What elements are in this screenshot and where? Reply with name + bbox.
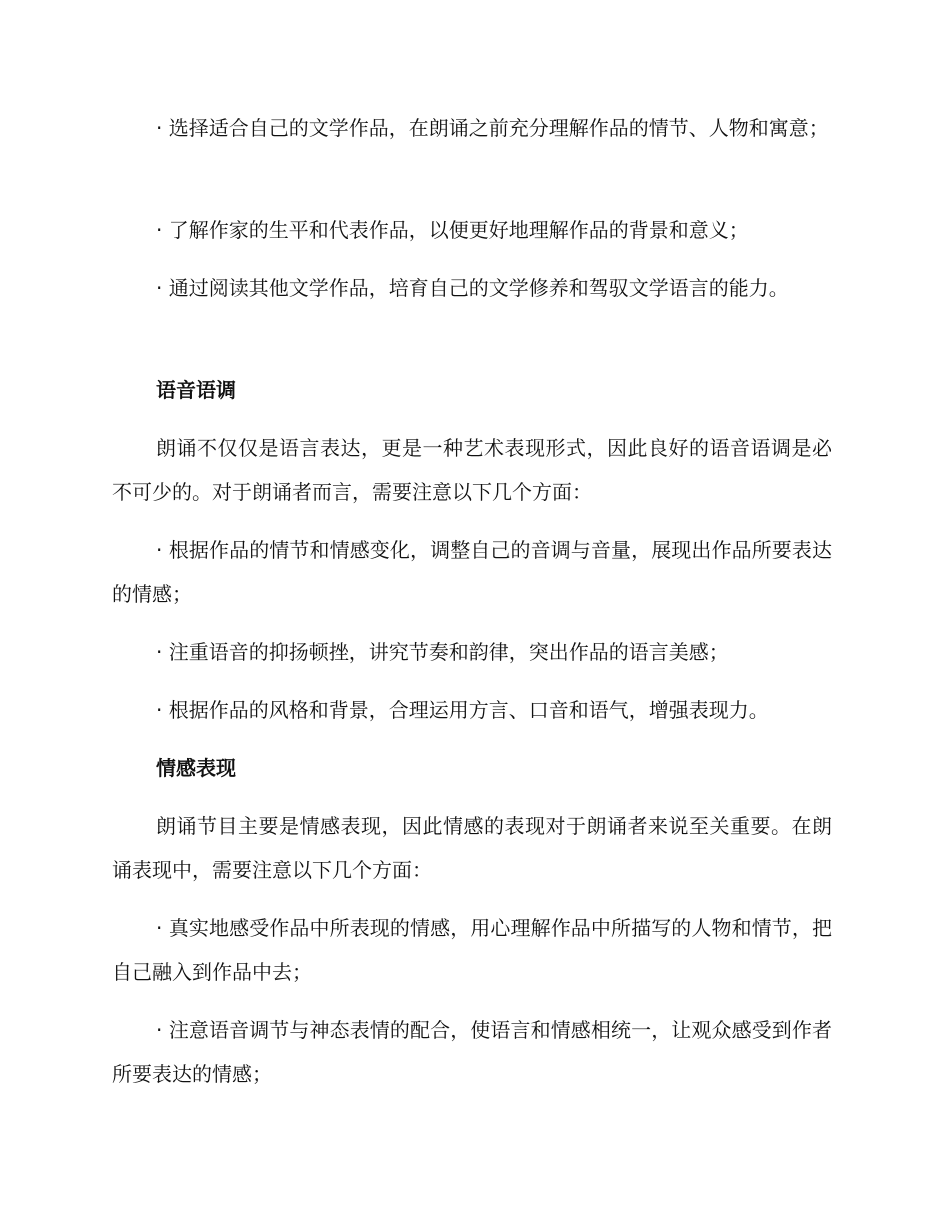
section-heading-emotion: 情感表现 bbox=[156, 756, 236, 780]
bullet-author-background: · 了解作家的生平和代表作品，以便更好地理解作品的背景和意义； bbox=[156, 218, 749, 242]
bullet-adjust-tone-volume: · 根据作品的情节和情感变化，调整自己的音调与音量，展现出作品所要表达的情感； bbox=[112, 538, 832, 606]
bullet-literary-cultivation: · 通过阅读其他文学作品，培育自己的文学修养和驾驭文学语言的能力。 bbox=[156, 276, 789, 300]
bullet-dialect-accent: · 根据作品的风格和背景，合理运用方言、口音和语气，增强表现力。 bbox=[156, 698, 769, 722]
bullet-voice-expression: · 注意语音调节与神态表情的配合，使语言和情感相统一，让观众感受到作者所要表达的情感； bbox=[112, 1018, 832, 1086]
paragraph-emotion-intro: 朗诵节目主要是情感表现，因此情感的表现对于朗诵者来说至关重要。在朗诵表现中，需要注意以下几个方面： bbox=[112, 814, 832, 882]
bullet-feel-emotion: · 真实地感受作品中所表现的情感，用心理解作品中所描写的人物和情节，把自己融入到作品中去； bbox=[112, 916, 832, 984]
paragraph-pronunciation-intro: 朗诵不仅仅是语言表达，更是一种艺术表现形式，因此良好的语音语调是必不可少的。对于朗诵者而言，需要注意以下几个方面： bbox=[112, 436, 832, 504]
bullet-understand-work: · 选择适合自己的文学作品，在朗诵之前充分理解作品的情节、人物和寓意； bbox=[156, 116, 829, 140]
section-heading-pronunciation: 语音语调 bbox=[156, 378, 236, 402]
bullet-rhythm-cadence: · 注重语音的抑扬顿挫，讲究节奏和韵律，突出作品的语言美感； bbox=[156, 640, 729, 664]
